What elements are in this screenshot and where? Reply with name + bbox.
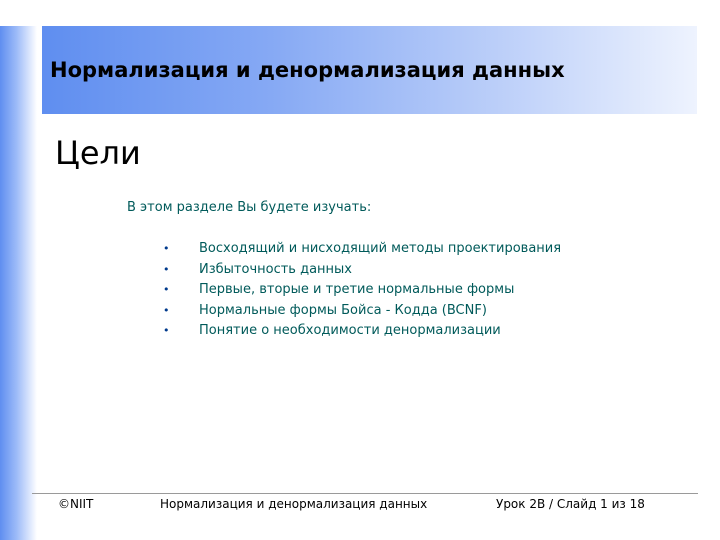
left-gradient-bar — [0, 26, 37, 540]
list-item-text: Первые, вторые и третие нормальные формы — [199, 282, 515, 297]
bullet-icon: • — [163, 283, 170, 296]
list-item-text: Восходящий и нисходящий методы проектирования — [199, 241, 562, 256]
bullet-icon: • — [163, 242, 170, 255]
bullet-icon: • — [163, 262, 170, 276]
list-item-text: Понятие о необходимости денормализации — [199, 323, 501, 338]
list-item-text: Нормальные формы Бойса - Кодда (BCNF) — [199, 302, 487, 318]
intro-text: В этом разделе Вы будете изучать: — [127, 200, 372, 215]
list-item-text: Избыточность данных — [199, 261, 353, 277]
footer-page-number: Урок 2B / Слайд 1 из 18 — [496, 497, 645, 511]
footer-topic: Нормализация и денормализация данных — [160, 497, 428, 511]
slide-title: Нормализация и денормализация данных — [50, 58, 565, 82]
section-heading: Цели — [55, 134, 141, 172]
bullet-icon: • — [163, 303, 170, 317]
bullet-icon: • — [163, 324, 170, 337]
footer-divider — [32, 493, 698, 494]
footer-copyright: ©NIIT — [58, 497, 94, 511]
